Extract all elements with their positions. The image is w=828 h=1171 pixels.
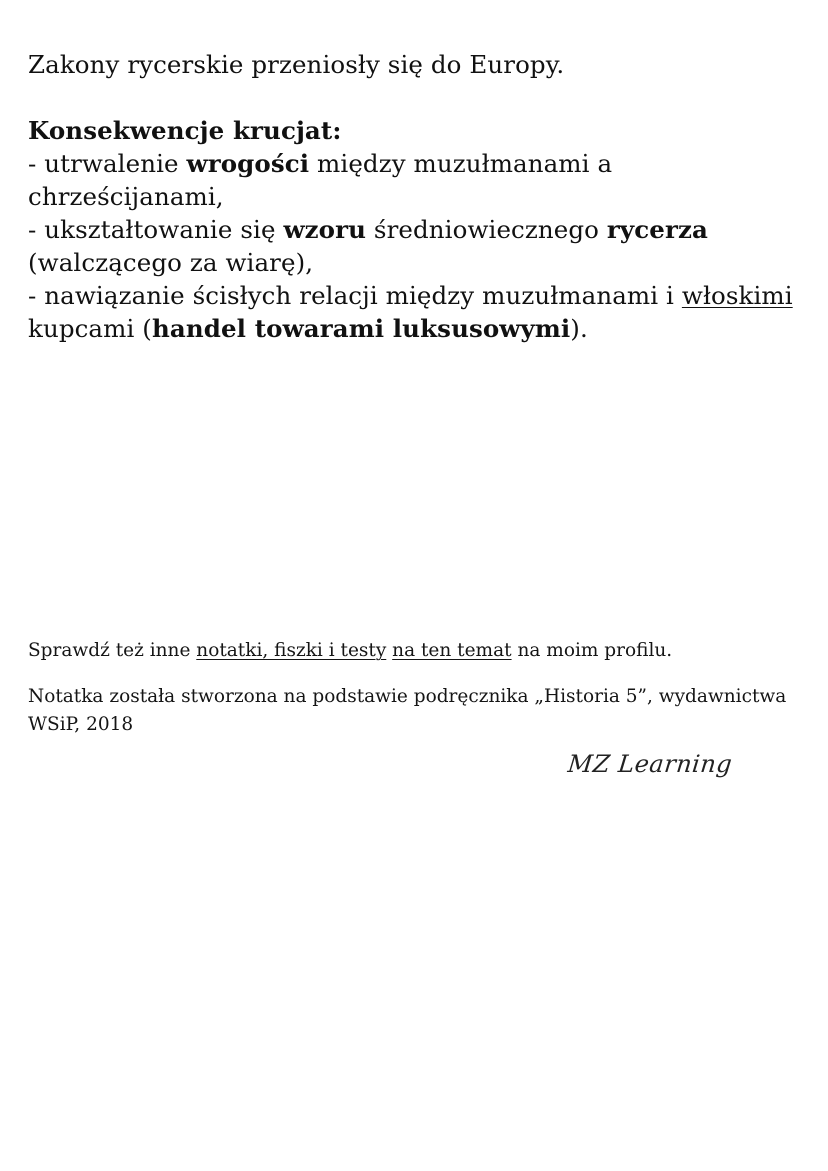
keyword-italian: włoskimi (681, 281, 793, 310)
source-note: Notatka została stworzona na podstawie podręcznika „Historia 5”, wydawnictwa WSiP, 2018 (28, 686, 787, 735)
spacer (28, 81, 808, 114)
keyword-hostility: wrogości (186, 149, 310, 178)
footer (28, 637, 808, 739)
consequence-item-3: - nawiązanie ścisłych relacji między muzułmanami i włoskimi kupcami (handel towarami luksusowymi). (28, 281, 793, 343)
keyword-luxury-trade: handel towarami luksusowymi (151, 314, 571, 343)
check-profile-text: Sprawdź też inne notatki, fiszki i testy na ten temat na moim profilu. (28, 640, 673, 661)
consequences-heading: Konsekwencje krucjat: (28, 116, 342, 145)
topic-link[interactable]: na ten temat (392, 640, 512, 661)
signature: MZ Learning (566, 750, 734, 778)
notes-link[interactable]: notatki, fiszki i testy (196, 640, 387, 661)
note-body (28, 48, 808, 345)
intro-text: Zakony rycerskie przeniosły się do Europy. (28, 50, 565, 79)
keyword-pattern: wzoru (283, 215, 367, 244)
keyword-knight: rycerza (606, 215, 708, 244)
consequence-item-1: - utrwalenie wrogości między muzułmanami a chrześcijanami, (28, 149, 613, 211)
consequence-item-2: - ukształtowanie się wzoru średniowiecznego rycerza (walczącego za wiarę), (28, 215, 708, 277)
